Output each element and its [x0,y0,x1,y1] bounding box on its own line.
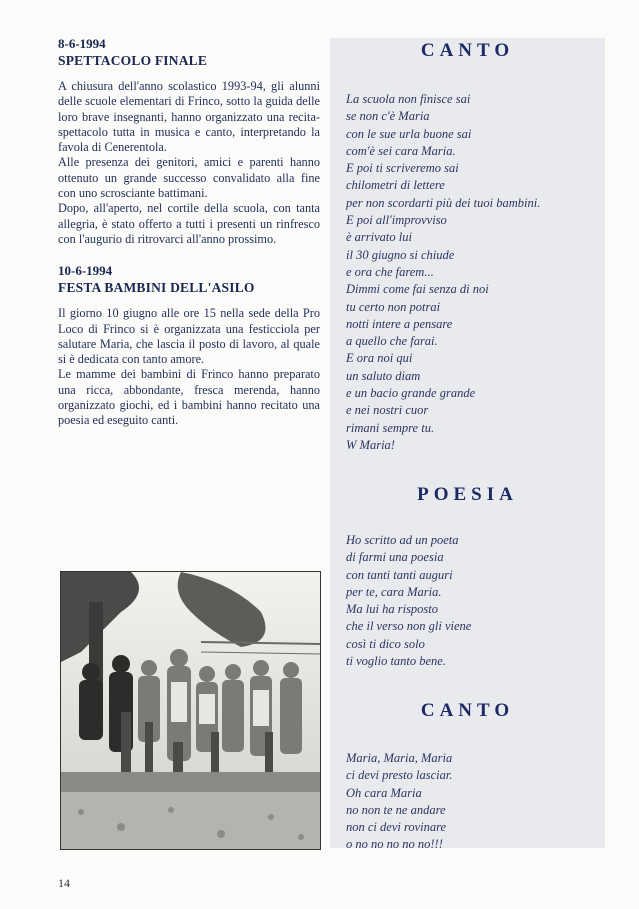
left-column [58,36,320,429]
poem-line: e un bacio grande grande [346,386,476,401]
poem-line: con tanti tanti auguri [346,567,453,582]
poesia-title: POESIA [417,484,518,505]
event-paragraph: A chiusura dell'anno scolastico 1993-94, gli alunni delle scuole elementari di Frinco, sotto la guida delle loro brave insegnanti, hanno organizzato una recita-spettacolo tutta in musica e canto, interpretando la favola di Cenerentola. [58,79,320,155]
canto-poem-2 [346,750,452,854]
poem-line: così ti dico solo [346,636,425,651]
event-paragraph: Dopo, all'aperto, nel cortile della scuola, con tanta allegria, è stato offerto a tutti i presenti un rinfresco con l'augurio di ritrovarci all'anno prossimo. [58,201,320,246]
canto-title: CANTO [420,40,515,61]
event-date: 10-6-1994 [58,263,113,279]
poem-line: un saluto diam [346,368,421,383]
poem-line: E ora noi qui [346,351,413,366]
photo-image [61,572,320,849]
poem-line: com'è sei cara Maria. [346,143,456,158]
event-festa-bambini [58,263,320,428]
poem-line: Ma lui ha risposto [346,602,439,617]
poem-line: no non te ne andare [346,802,446,817]
poem-line: con le sue urla buone sai [346,126,472,141]
poem-line: W Maria! [346,437,395,452]
poem-line: E poi ti scriveremo sai [346,161,459,176]
event-paragraph: Le mamme dei bambini di Frinco hanno preparato una ricca, abbondante, fresca merenda, hanno organizzato giochi, ed i bambini hanno recitato una poesia ed eseguito canti. [58,367,320,428]
poem-line: per non scordarti più dei tuoi bambini. [346,195,541,210]
poem-line: Dimmi come fai senza di noi [346,282,489,297]
page-number: 14 [58,876,70,890]
poem-line: Maria, Maria, Maria [346,751,453,765]
children-group-photo [60,571,321,850]
poem-line: non ci devi rovinare [346,820,447,835]
poem-line: è arrivato lui [346,230,412,245]
poem-line: il 30 giugno si chiude [346,247,455,262]
event-title: SPETTACOLO FINALE [58,53,208,68]
poem-line: o no no no no no!!! [346,837,443,852]
poem-line: ci devi presto lasciar. [346,768,453,783]
poem-line: Ho scritto ad un poeta [346,533,459,547]
event-title: FESTA BAMBINI DELL'ASILO [58,280,255,296]
event-date: 8-6-1994 [58,36,106,51]
event-paragraph: Il giorno 10 giugno alle ore 15 nella sede della Pro Loco di Frinco si è organizzata una festicciola per salutare Maria, che lascia il posto di lavoro, al quale si è dedicata con tanto amore. [58,306,320,367]
canto-poem [346,91,540,454]
poem-line: E poi all'improvviso [346,213,447,228]
event-paragraph: Alle presenza dei genitori, amici e parenti hanno ottenuto un grande successo convalidato alla fine con uno scrosciante battimani. [58,155,320,201]
poem-line: e ora che farem... [346,264,434,279]
poem-line: a quello che farai. [346,334,438,349]
poem-line: tu certo non potrai [346,299,441,314]
poem-line: di farmi una poesia [346,550,444,565]
poem-line: ti voglio tanto bene. [346,654,446,669]
poem-line: se non c'è Maria [346,109,430,124]
poem-line: notti intere a pensare [346,316,453,331]
poem-line: e nei nostri cuor [346,403,429,418]
poem-line: La scuola non finisce sai [346,92,471,106]
poem-line: che il verso non gli viene [346,619,472,634]
poem-line: per te, cara Maria. [346,584,442,599]
poem-line: Oh cara Maria [346,785,422,800]
event-spettacolo-finale [58,36,320,247]
poesia-poem [346,532,471,670]
poem-line: chilometri di lettere [346,178,445,193]
canto-title-2: CANTO [420,700,515,721]
poem-line: rimani sempre tu. [346,420,435,435]
